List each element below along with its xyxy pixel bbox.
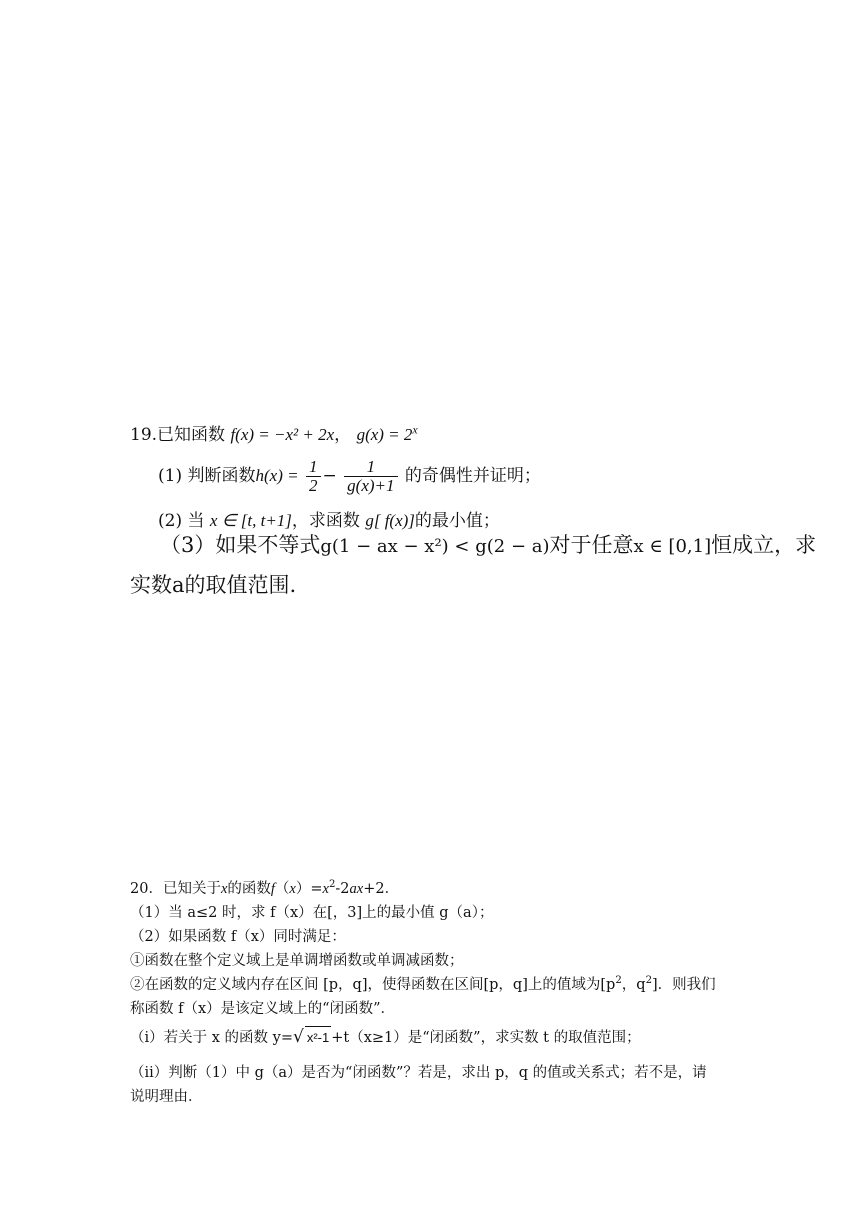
q19-p1-frac1-num: 1 bbox=[306, 458, 321, 477]
q19-p1-label: (1) bbox=[158, 466, 183, 486]
q19-p1-frac1-den: 2 bbox=[309, 476, 318, 495]
q20-l1-e: x bbox=[322, 881, 329, 897]
q20-l1-g: -2 bbox=[335, 881, 350, 897]
q20-l1-x2: x bbox=[289, 881, 296, 897]
q20-l1-c: （ bbox=[274, 881, 290, 897]
q20-l1-h: ax bbox=[349, 881, 364, 897]
q20-l5-c: ]．则我们 bbox=[652, 977, 716, 993]
q19-part-3-line-1 bbox=[160, 529, 816, 559]
q19-part-2 bbox=[158, 506, 500, 531]
q20-l1-a: 20．已知关于 bbox=[130, 881, 221, 897]
q20-line-7 bbox=[130, 1026, 641, 1049]
q19-p3-text-1: 如果不等式 bbox=[215, 533, 321, 557]
q19-p1-fraction-2 bbox=[344, 458, 397, 495]
q19-f-definition: f(x) = −x² + 2x bbox=[230, 425, 335, 444]
q20-l5-sup2: 2 bbox=[645, 975, 653, 987]
q19-number: 19. bbox=[130, 425, 158, 445]
q20-line-8: （ii）判断（1）中 g（a）是否为“闭函数”？若是，求出 p，q 的值或关系式；若不是，请 bbox=[130, 1065, 707, 1081]
q19-p1-frac2-num: 1 bbox=[344, 458, 397, 477]
q19-p2-condition: x ∈ [t, t+1] bbox=[209, 511, 292, 530]
q19-p3-condition: x ∈ [0,1] bbox=[633, 536, 712, 557]
q19-p3-line2-b: 的取值范围. bbox=[184, 573, 297, 597]
q20-line-3: （2）如果函数 f（x）同时满足： bbox=[130, 929, 346, 945]
q19-p2-function: g[ f(x)] bbox=[365, 511, 415, 530]
q20-line-1 bbox=[130, 878, 399, 900]
radical-sign: √ bbox=[292, 1027, 304, 1047]
q19-g-definition: g(x) = 2 bbox=[356, 425, 413, 444]
q19-g-exponent: x bbox=[412, 422, 418, 437]
q19-p1-tail: 的奇偶性并证明； bbox=[404, 466, 541, 486]
q19-p2-label: (2) bbox=[158, 511, 183, 531]
q20-l1-sup: 2 bbox=[328, 879, 336, 891]
q20-line-5 bbox=[130, 974, 716, 996]
q20-l7-b: +t（x≥1）是“闭函数”，求实数 t 的取值范围； bbox=[331, 1030, 641, 1046]
q19-separator: ， bbox=[334, 425, 352, 445]
q19-p2-text-1: 当 bbox=[187, 511, 205, 531]
q19-p1-h: h(x) = bbox=[255, 466, 299, 485]
q19-intro: 已知函数 bbox=[157, 425, 226, 445]
q20-line-2: （1）当 a≤2 时，求 f（x）在[，3]上的最小值 g（a）； bbox=[130, 905, 494, 921]
q20-line-9: 说明理由． bbox=[130, 1089, 203, 1105]
q19-p3-text-2: 对于任意 bbox=[549, 533, 634, 557]
q19-p2-tail: 的最小值； bbox=[414, 511, 500, 531]
q19-p3-label: （3） bbox=[160, 533, 216, 557]
q20-l1-i: +2． bbox=[363, 881, 400, 897]
q20-l1-f: f bbox=[270, 881, 275, 897]
q19-p1-fraction-1 bbox=[306, 458, 321, 495]
q20-l5-sup1: 2 bbox=[615, 975, 622, 987]
q20-l1-x: x bbox=[220, 881, 228, 897]
q19-p1-text: 判断函数 bbox=[187, 466, 256, 486]
q19-part-1 bbox=[158, 458, 541, 495]
q19-line-1 bbox=[130, 420, 418, 445]
q20-l7-radicand: x²-1 bbox=[305, 1026, 331, 1049]
q20-l5-a: ②在函数的定义域内存在区间 [p，q]，使得函数在区间[p，q]上的值域为[p bbox=[130, 977, 616, 993]
q19-p3-line2-var: a bbox=[172, 573, 185, 597]
q20-l7-a: （i）若关于 x 的函数 y= bbox=[130, 1030, 293, 1046]
q19-part-3-line-2 bbox=[130, 569, 296, 599]
q19-p1-frac2-den: g(x)+1 bbox=[347, 476, 395, 495]
q20-line-4: ①函数在整个定义域上是单调增函数或单调减函数； bbox=[130, 953, 464, 969]
q20-l5-b: ，q bbox=[621, 977, 646, 993]
q20-line-6: 称函数 f（x）是该定义域上的“闭函数”． bbox=[130, 1001, 395, 1017]
q19-p3-inequality: g(1 − ax − x²) < g(2 − a) bbox=[320, 536, 550, 557]
q19-p2-text-2: ，求函数 bbox=[291, 511, 360, 531]
q19-p3-line2-a: 实数 bbox=[130, 573, 172, 597]
q19-p3-text-3: 恒成立，求 bbox=[711, 533, 817, 557]
q20-l1-b: 的函数 bbox=[227, 881, 271, 897]
q20-l1-d: ）= bbox=[295, 881, 323, 897]
q19-p1-minus: − bbox=[322, 466, 337, 486]
